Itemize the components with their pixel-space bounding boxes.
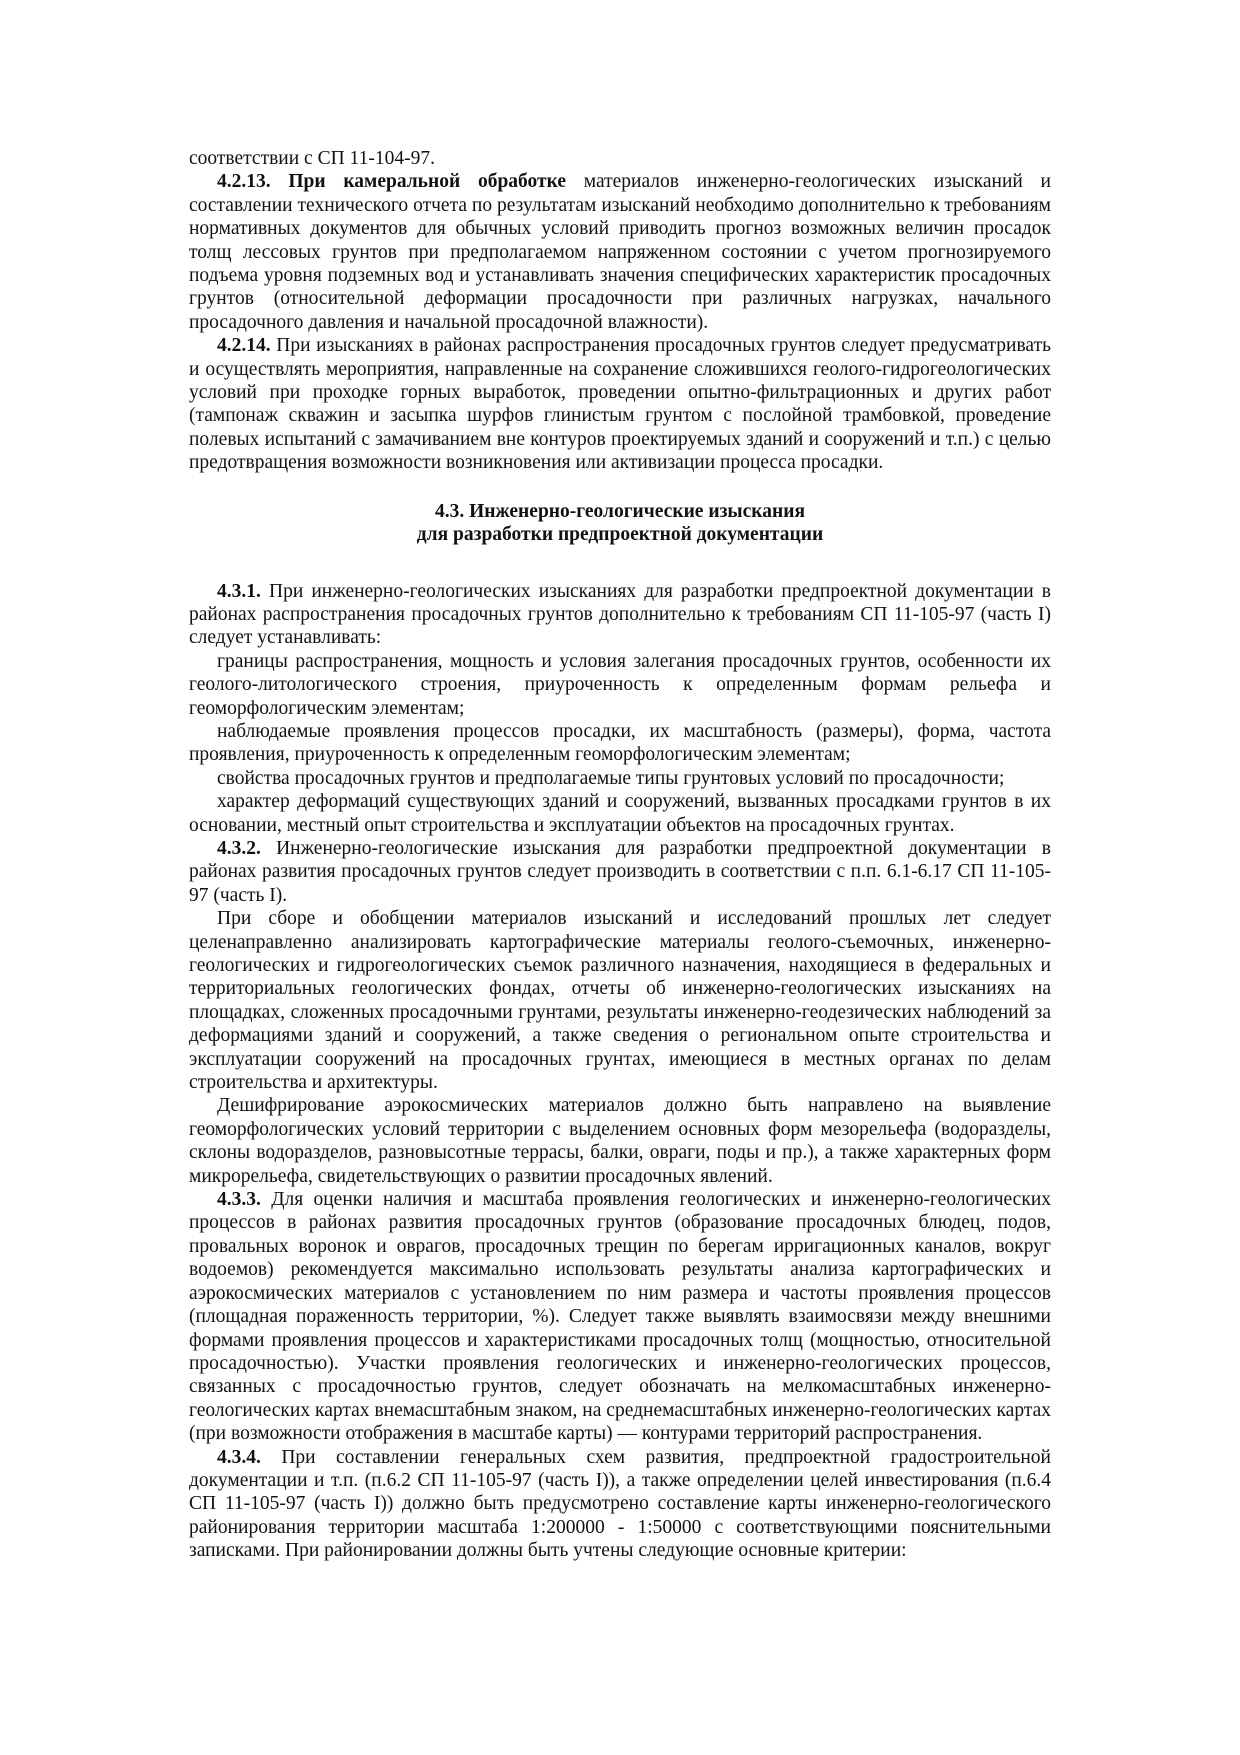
clause-lead: При камеральной обработке bbox=[288, 171, 567, 193]
paragraph-text: При составлении генеральных схем развития, предпроектной градостроительной документации и т.п. (п.6.2 СП 11-105-97 (часть I)), а также определении целей инвестирования (п.6.4 СП 11-105-97 (часть I)) должно быть предусмотрено составление карты инженерно-геологического районирования территории масштаба 1:200000 - 1:50000 с соответствующими пояснительными записками. При районировании должны быть учтены следующие основные критерии: bbox=[189, 1446, 1051, 1562]
clause-number: 4.3.2. bbox=[217, 837, 261, 859]
paragraph-decoding: Дешифрирование аэрокосмических материалов должно быть направлено на выявление геоморфологических условий территории с выделением основных форм мезорельефа (водоразделы, склоны водоразделов, разновысотные террасы, балки, овраги, поды и пр.), а также характерных форм микрорельефа, свидетельствующих о развитии просадочных явлений. bbox=[189, 1095, 1051, 1187]
clause-number: 4.3.3. bbox=[217, 1189, 261, 1211]
paragraph-4-2-14 bbox=[189, 334, 1051, 474]
list-item-properties: свойства просадочных грунтов и предполагаемые типы грунтовых условий по просадочности; bbox=[217, 767, 1005, 789]
section-heading bbox=[189, 500, 1051, 547]
paragraph-4-3-3 bbox=[189, 1188, 1051, 1445]
paragraph-4-2-13 bbox=[189, 170, 1051, 334]
paragraph-text: Для оценки наличия и масштаба проявления геологических и инженерно-геологических процессов в районах развития просадочных грунтов (образование просадочных блюдец, подов, провальных воронок и оврагов, просадочных трещин по берегам ирригационных каналов, вокруг водоемов) рекомендуется максимально использовать результаты анализа картографических и аэрокосмических материалов с установлением по ним размера и частоты проявления процессов (площадная пораженность территории, %). Следует также выявлять взаимосвязи между внешними формами проявления процессов и характеристиками просадочных толщ (мощностью, относительной просадочностью). Участки проявления геологических и инженерно-геологических процессов, связанных с просадочностью грунтов, следует обозначать на мелкомасштабных инженерно-геологических картах внемасштабным знаком, на среднемасштабных инженерно-геологических картах (при возможности отображения в масштабе карты) — контурами территорий распространения. bbox=[189, 1189, 1051, 1445]
clause-number: 4.3.1. bbox=[217, 580, 261, 602]
paragraph-text: материалов инженерно-геологических изысканий и составлении технического отчета по результатам изысканий необходимо дополнительно к требованиям нормативных документов для обычных условий приводить прогноз возможных величин просадок толщ лессовых грунтов при предполагаемом напряженном состоянии с учетом прогнозируемого подъема уровня подземных вод и устанавливать значения специфических характеристик просадочных грунтов (относительной деформации просадочности при различных нагрузках, начального просадочного давления и начальной просадочной влажности). bbox=[189, 171, 1051, 333]
paragraph-text: При инженерно-геологических изысканиях для разработки предпроектной документации в районах распространения просадочных грунтов дополнительно к требованиям СП 11-105-97 (часть I) следует устанавливать: bbox=[189, 580, 1052, 649]
list-item-manifestations: наблюдаемые проявления процессов просадки, их масштабность (размеры), форма, частота проявления, приуроченность к определенным геоморфологическим элементам; bbox=[189, 720, 1051, 766]
clause-number: 4.2.13. bbox=[217, 171, 271, 193]
paragraph-4-3-4 bbox=[189, 1446, 1051, 1563]
paragraph-continuation: соответствии с СП 11-104-97. bbox=[189, 148, 435, 169]
paragraph-text: При изысканиях в районах распространения просадочных грунтов следует предусматривать и осуществлять мероприятия, направленные на сохранение сложившихся геолого-гидрогеологических условий при проходке горных выработок, проведении опытно-фильтрационных и других работ (тампонаж скважин и засыпка шурфов глинистым грунтом с послойной трамбовкой, проведение полевых испытаний с замачиванием вне контуров проектируемых зданий и сооружений и т.п.) с целью предотвращения возможности возникновения или активизации процесса просадки. bbox=[189, 335, 1051, 474]
paragraph-4-3-1 bbox=[189, 580, 1051, 650]
paragraph-text: Инженерно-геологические изыскания для разработки предпроектной документации в районах развития просадочных грунтов следует производить в соответствии с п.п. 6.1-6.17 СП 11-105-97 (часть I). bbox=[189, 837, 1052, 906]
document-page bbox=[189, 147, 1051, 1563]
clause-number: 4.2.14. bbox=[217, 335, 271, 357]
list-item-deformations: характер деформаций существующих зданий и сооружений, вызванных просадками грунтов в их основании, местный опыт строительства и эксплуатации объектов на просадочных грунтах. bbox=[189, 791, 1051, 836]
clause-number: 4.3.4. bbox=[217, 1446, 261, 1468]
list-item-boundaries: границы распространения, мощность и условия залегания просадочных грунтов, особенности их геолого-литологического строения, приуроченность к определенным формам рельефа и геоморфологическим элементам; bbox=[189, 650, 1051, 719]
section-heading-line-2: для разработки предпроектной документации bbox=[416, 524, 824, 546]
paragraph-4-3-2 bbox=[189, 837, 1051, 907]
section-heading-line-1: 4.3. Инженерно-геологические изыскания bbox=[434, 500, 805, 522]
paragraph-data-collection: При сборе и обобщении материалов изысканий и исследований прошлых лет следует целенаправленно анализировать картографические материалы геолого-съемочных, инженерно-геологических и гидрогеологических съемок различного назначения, находящиеся в федеральных и территориальных геологических фондах, отчеты об инженерно-геологических изысканиях на площадках, сложенных просадочными грунтами, результаты инженерно-геодезических наблюдений за деформациями зданий и сооружений, а также сведения о региональном опыте строительства и эксплуатации сооружений на просадочных грунтах, имеющиеся в местных органах по делам строительства и архитектуры. bbox=[189, 908, 1051, 1094]
